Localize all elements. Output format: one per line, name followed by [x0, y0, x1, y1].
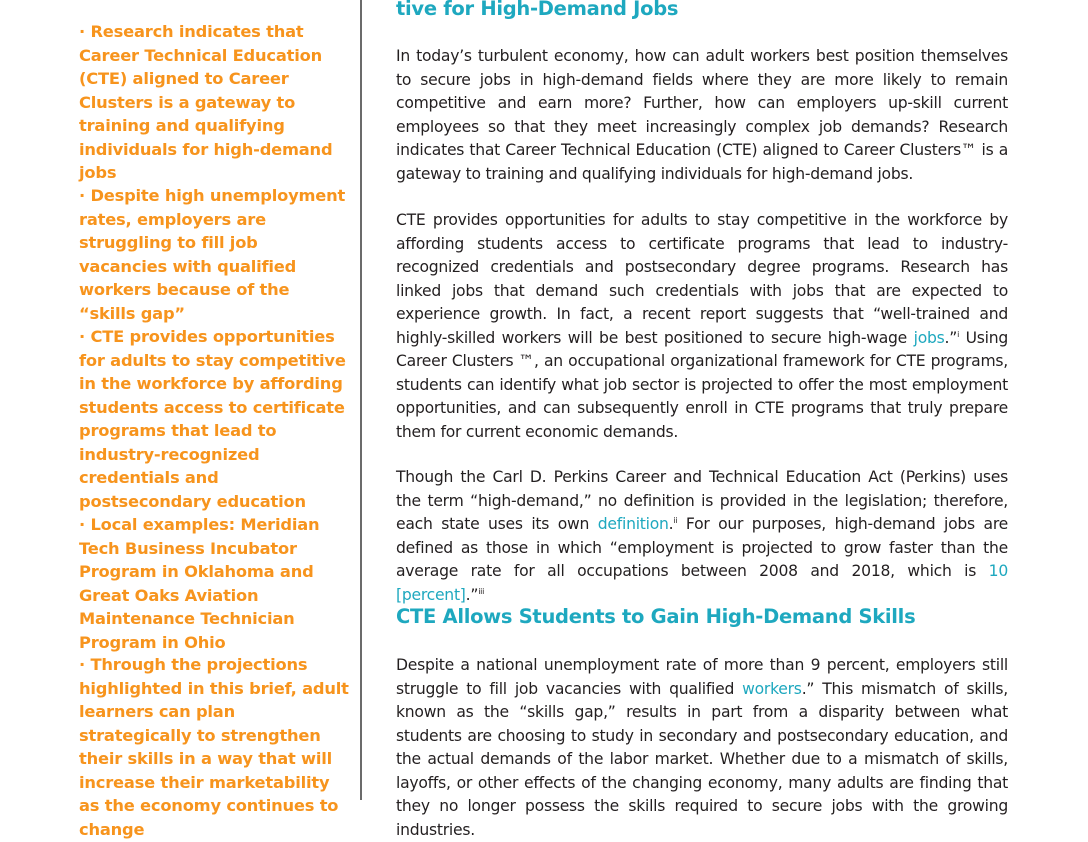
section-heading-top: tive for High-Demand Jobs: [396, 0, 679, 20]
paragraph-text: Despite a national unemployment rate of more than 9 percent, employers still struggle to fill job vacancies with qualified: [396, 656, 1008, 698]
paragraph-text: .”: [944, 328, 958, 347]
footnote-ref-ii[interactable]: ii: [673, 515, 678, 525]
paragraph-text: CTE provides opportunities for adults to stay competitive in the workforce by affording students access to certificate programs that lead to industry-recognized credentials and postsecondary degree programs. Research has linked jobs that demand such credentials with jobs that are expected to experience growth. In fact, a recent report suggests that “well-trained and highly-skilled workers will be best positioned to secure high-wage: [396, 211, 1008, 347]
sidebar-bullet-local-examples: · Local examples: Meridian Tech Business Incubator Program in Oklahoma and Great Oaks Aviation Maintenance Technician Program in Ohio: [79, 515, 320, 652]
paragraph-perkins: [396, 466, 1008, 607]
sidebar-bullet-cte-opportunities: · CTE provides opportunities for adults to stay competitive in the workforce by affording students access to certificate programs that lead to industry-recognized credentials and postsecondary education: [79, 327, 346, 511]
definition-link[interactable]: definition: [597, 515, 669, 533]
paragraph-text: .”: [465, 585, 479, 604]
sidebar-panel: [0, 0, 362, 839]
percent-link[interactable]: 10 [percent]: [396, 562, 1008, 604]
main-content: [396, 0, 1009, 839]
paragraph-text: For our purposes, high-demand jobs are defined as those in which “employment is projected to grow faster than the average rate for all occupations between 2008 and 2018, which is: [396, 515, 1008, 580]
paragraph-text: .” This mismatch of skills, known as the “skills gap,” results in part from a disparity between what students are choosing to study in secondary and postsecondary education, and the actual demands of the labor market. Whether due to a mismatch of skills, layoffs, or other effects of the changing economy, many adults are finding that they no longer possess the skills required to secure jobs with the growing industries.: [396, 679, 1008, 839]
sidebar-bullet-research: · Research indicates that Career Technical Education (CTE) aligned to Career Clusters is a gateway to training and qualifying individuals for high-demand jobs: [79, 22, 333, 182]
workers-link[interactable]: workers: [742, 679, 802, 698]
section-heading-high-demand-skills: CTE Allows Students to Gain High-Demand Skills: [396, 605, 916, 628]
paragraph-skills-gap: [396, 654, 1008, 842]
footnote-ref-i[interactable]: i: [957, 329, 960, 339]
paragraph-text: Though the Carl D. Perkins Career and Technical Education Act (Perkins) uses the term “high-demand,” no definition is provided in the legislation; therefore, each state uses its own: [396, 468, 1008, 533]
footnote-ref-iii[interactable]: iii: [478, 586, 485, 596]
paragraph-text: Using Career Clusters ™, an occupational organizational framework for CTE programs, students can identify what job sector is projected to offer the most employment opportunities, and can subsequently enroll in CTE programs that truly prepare them for current economic demands.: [396, 328, 1009, 441]
paragraph-intro: In today’s turbulent economy, how can adult workers best position themselves to secure jobs in high-demand fields where they are more likely to remain competitive and earn more? Further, how can employers up-skill current employees so that they meet increasingly complex job demands? Research indicates that Career Technical Education (CTE) aligned to Career Clusters™ is a gateway to training and qualifying individuals for high-demand jobs.: [396, 47, 1008, 183]
sidebar-bullet-projections: · Through the projections highlighted in this brief, adult learners can plan strategically to strengthen their skills in a way that will increase their marketability as the economy continues to change: [79, 655, 349, 839]
sidebar-bullet-unemployment: · Despite high unemployment rates, employers are struggling to fill job vacancies with qualified workers because of the “skills gap”: [79, 186, 346, 323]
paragraph-cte-opportunities: [396, 209, 1008, 444]
paragraph-text: .: [668, 515, 674, 533]
jobs-link[interactable]: jobs: [913, 328, 945, 347]
